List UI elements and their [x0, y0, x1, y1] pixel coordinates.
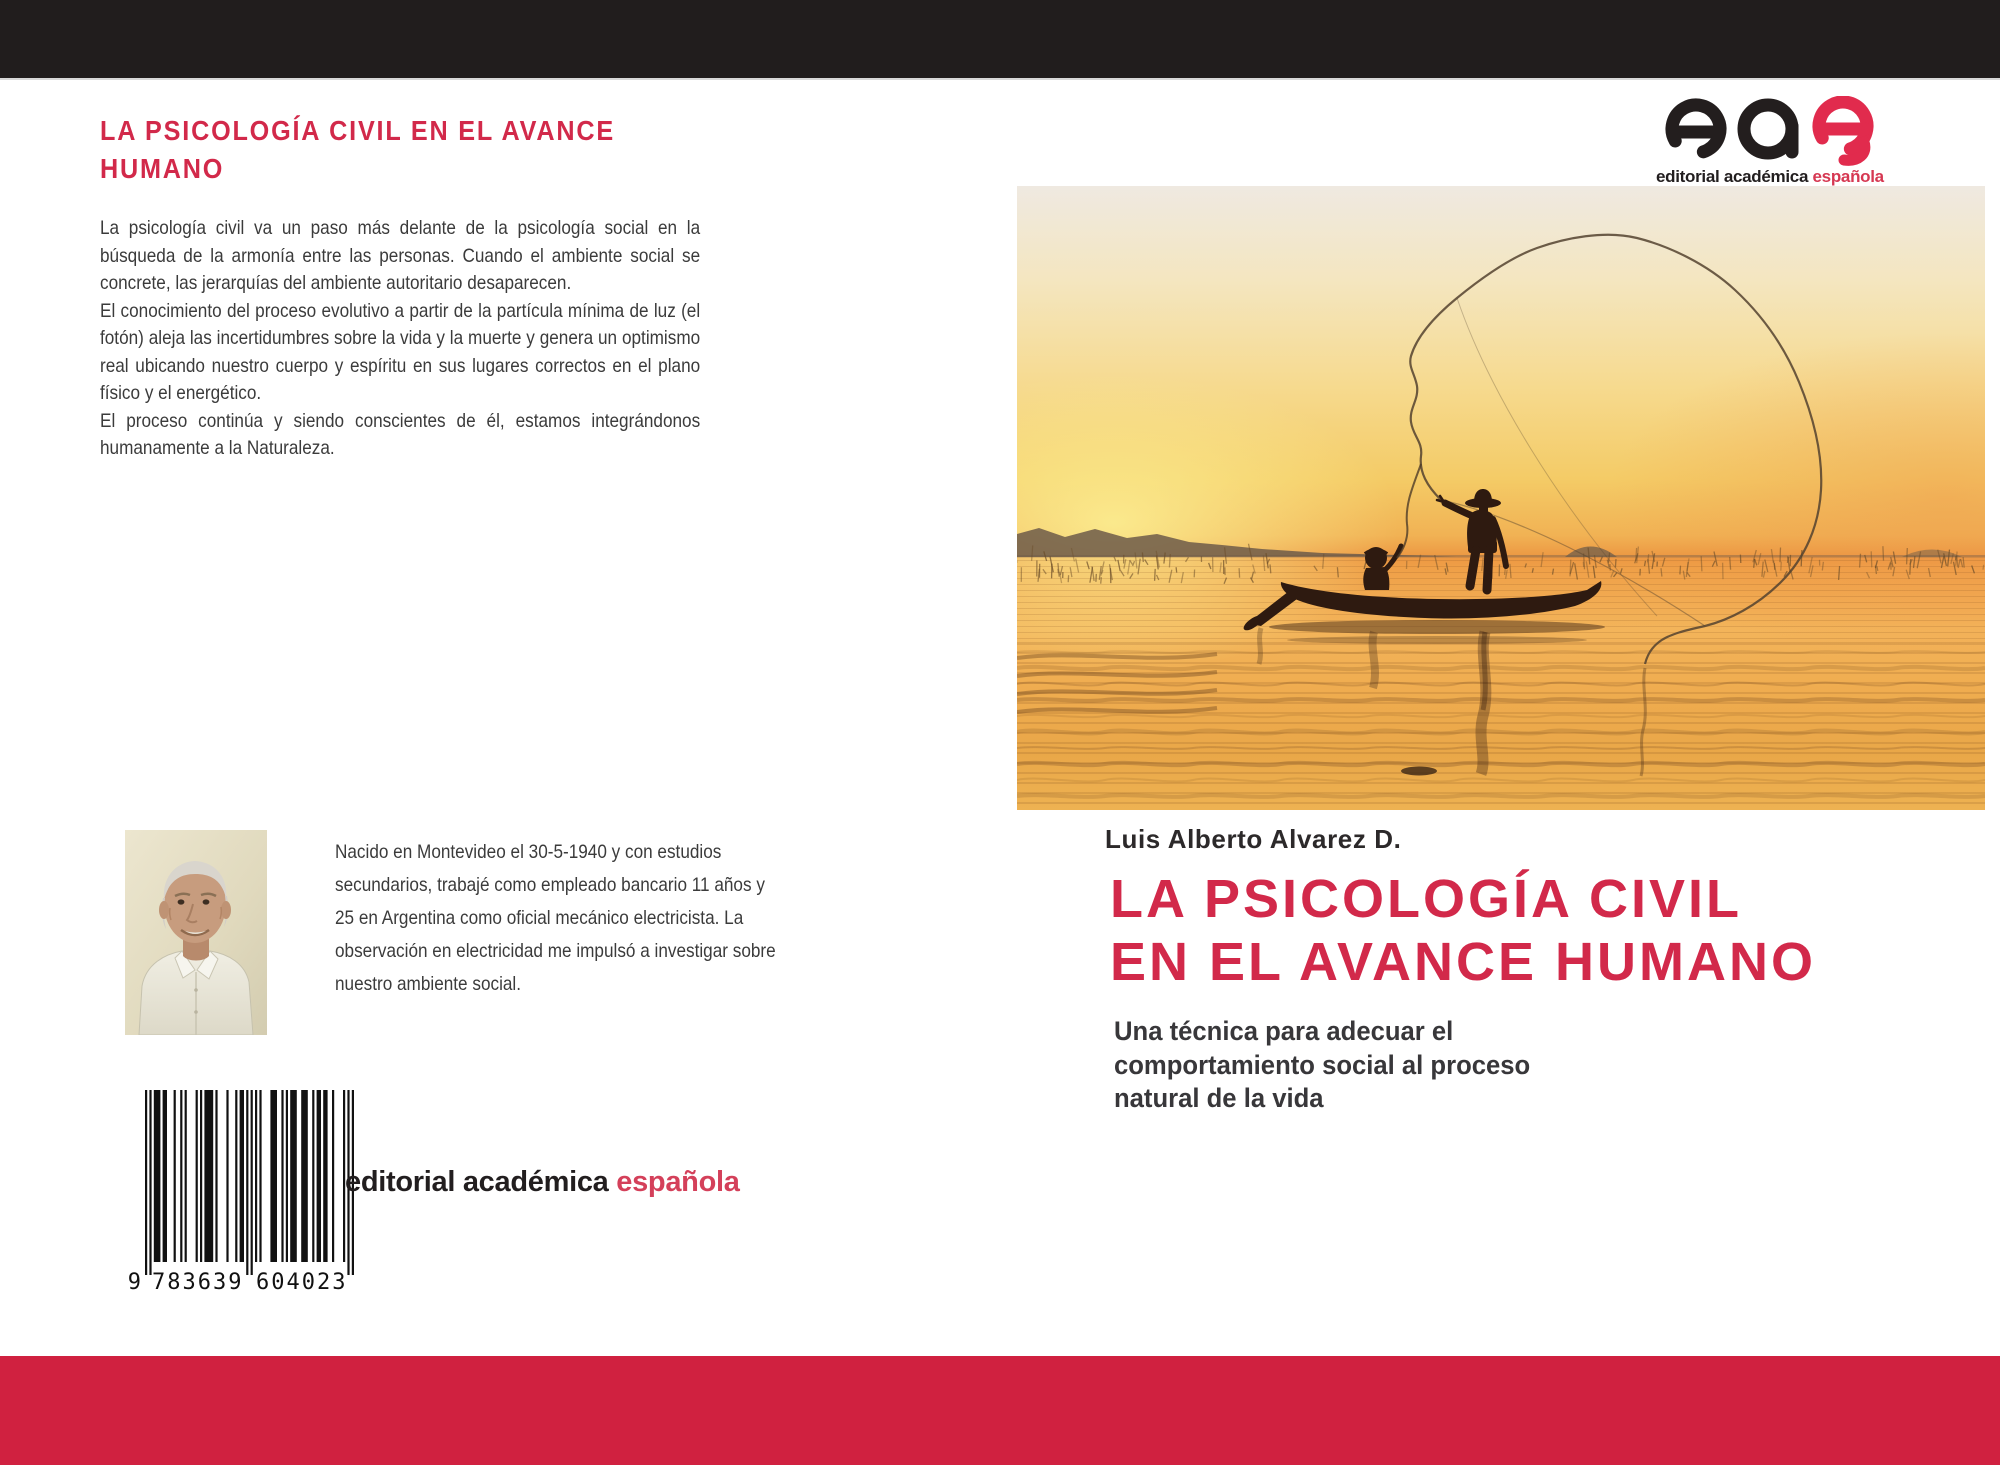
mountains-left: [1017, 528, 1457, 557]
author-portrait-graphic: [125, 830, 267, 1035]
front-title-line2: EN EL AVANCE HUMANO: [1110, 932, 1817, 992]
front-title-line1: LA PSICOLOGÍA CIVIL: [1110, 869, 1743, 929]
logo-letter-e-icon: [1658, 96, 1732, 166]
eae-logo-caption: [1656, 167, 1884, 187]
front-subtitle-line3: natural de la vida: [1114, 1083, 1324, 1113]
publisher-name-black: editorial académica: [345, 1166, 617, 1198]
logo-letter-e-red-icon: [1806, 96, 1880, 166]
back-title-line2: HUMANO: [100, 153, 225, 184]
author-photo: [125, 830, 267, 1035]
back-paragraph: La psicología civil va un paso más delante de la psicología social en la búsqueda de la armonía entre las personas. Cuando el ambiente social se concrete, las jerarquías del ambiente autoritario desaparecen.: [100, 217, 701, 294]
fisherman-silhouette: [1437, 489, 1506, 590]
barcode-digits-right: 604023: [256, 1270, 348, 1295]
back-cover-title: [100, 112, 676, 188]
cover-photo: [1017, 186, 1985, 810]
back-paragraph: El conocimiento del proceso evolutivo a partir de la partícula mínima de luz (el fotón) aleja las incertidumbres sobre la vida y la muerte y genera un optimismo real ubicando nuestro cuerpo y espíritu en sus lugares correctos en el plano físico y el energético.: [100, 299, 701, 404]
back-paragraph: El proceso continúa y siendo conscientes de él, estamos integrándonos humanamente a la Naturaleza.: [100, 409, 701, 459]
back-cover-description: [100, 215, 700, 463]
barcode-bars: [145, 1090, 357, 1285]
logo-caption-black: editorial académica: [1656, 167, 1813, 186]
back-title-line1: LA PSICOLOGÍA CIVIL EN EL AVANCE: [100, 115, 615, 146]
eae-publisher-logo: [1656, 96, 1884, 187]
boy-silhouette: [1363, 546, 1401, 590]
author-bio: Nacido en Montevideo el 30-5-1940 y con estudios secundarios, trabajé como empleado bancario 11 años y 25 en Argentina como oficial mecánico electricista. La observación en electricidad me impulsó a investigar sobre nuestro ambiente social.: [335, 841, 776, 995]
barcode-digit-first: 9: [127, 1270, 141, 1295]
front-title: [1110, 868, 1816, 994]
barcode-digits-left: 783639: [152, 1270, 244, 1295]
front-subtitle: [1114, 1015, 1530, 1116]
publisher-name-red: española: [616, 1166, 740, 1198]
logo-caption-red: española: [1812, 167, 1884, 186]
publisher-wordmark: [345, 1166, 740, 1199]
front-subtitle-line2: comportamiento social al proceso: [1114, 1049, 1531, 1080]
front-author-name: Luis Alberto Alvarez D.: [1105, 824, 1402, 854]
top-black-bar: [0, 0, 2000, 80]
logo-letter-a-icon: [1732, 96, 1806, 166]
fisherman-scene: [1017, 186, 1985, 810]
eae-logo-glyphs: [1656, 96, 1880, 166]
bottom-red-bar: [0, 1356, 2000, 1465]
front-subtitle-line1: Una técnica para adecuar el: [1114, 1016, 1454, 1046]
barcode: [125, 1090, 365, 1300]
water-waves: [1017, 651, 1985, 797]
